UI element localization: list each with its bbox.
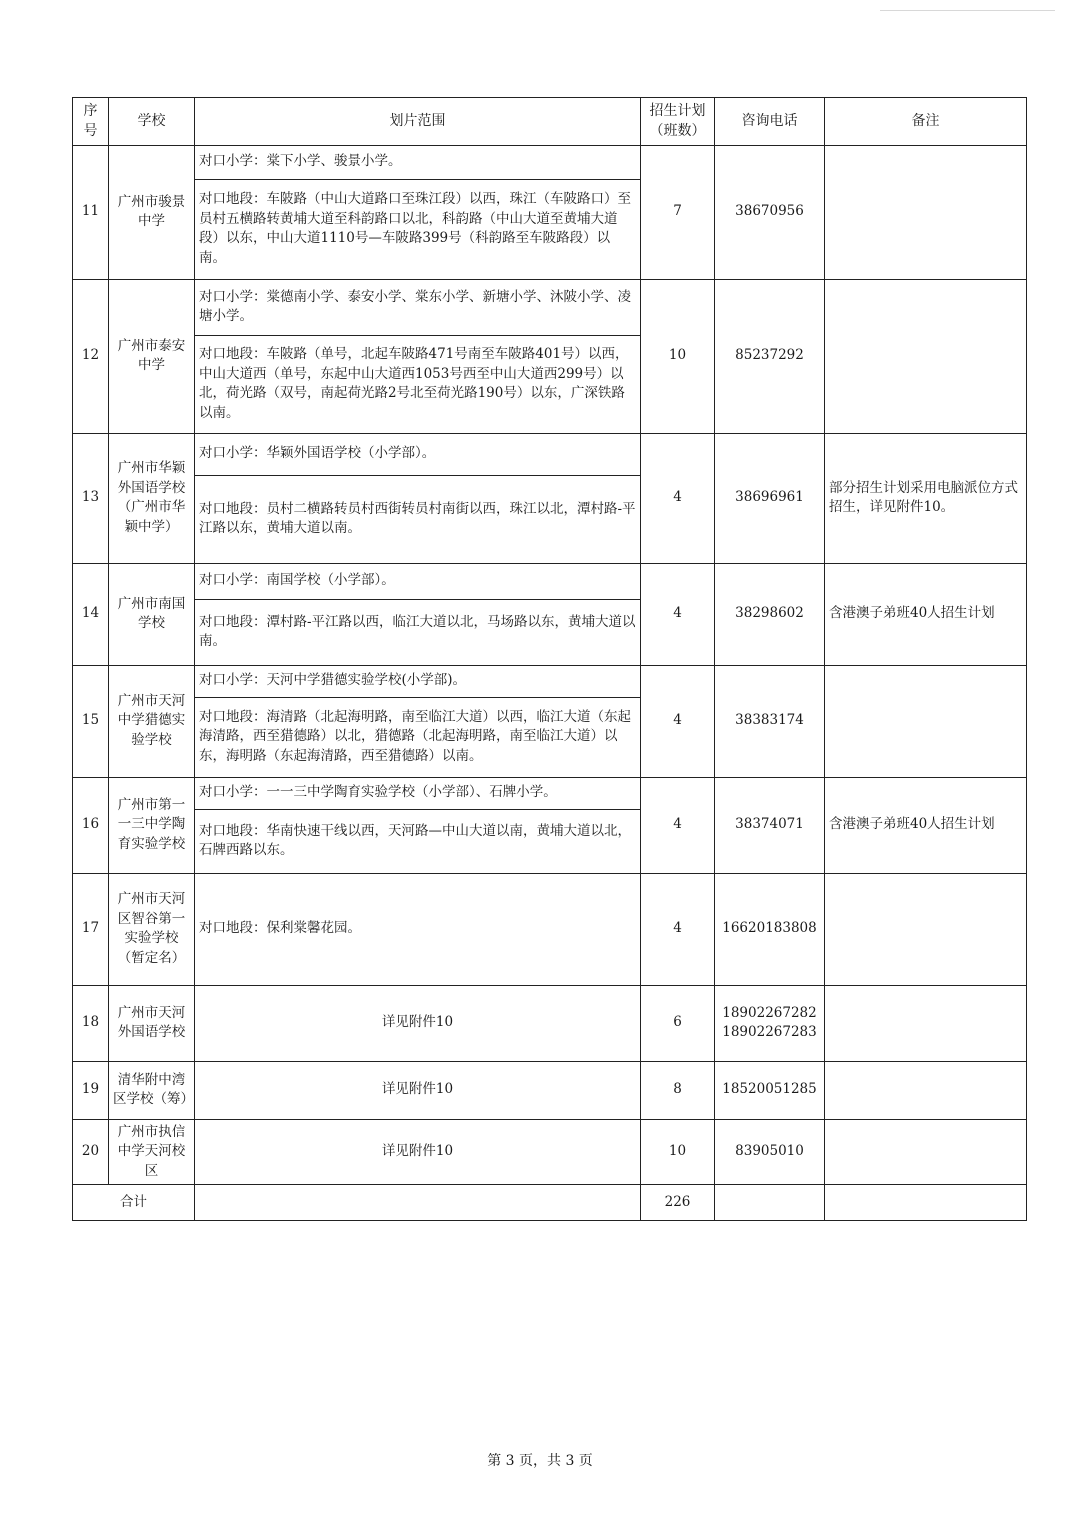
table-row [73,279,1027,335]
total-plan: 226 [641,1185,715,1221]
header-row [73,98,1027,146]
row-note: 含港澳子弟班40人招生计划 [825,563,1027,665]
row-school: 广州市天河区智谷第一实验学校（暂定名） [109,873,195,985]
row-phone: 16620183808 [715,873,825,985]
row-area: 对口地段：车陂路（单号，北起车陂路471号南至车陂路401号）以西，中山大道西（单号，东起中山大道西1053号西至中山大道西299号）以北，荷光路（双号，南起荷光路2号北至荷光路190号）以东，广深铁路以南。 [195,335,641,433]
row-phone-2: 18902267283 [722,1024,817,1041]
row-phone: 38383174 [715,665,825,777]
row-area: 对口地段：华南快速干线以西，天河路—中山大道以南，黄埔大道以北，石牌西路以东。 [195,809,641,873]
row-no: 12 [73,279,109,433]
row-plan: 6 [641,985,715,1061]
row-plan: 4 [641,873,715,985]
row-phone: 38298602 [715,563,825,665]
row-no: 13 [73,433,109,563]
scan-edge-line [880,10,1055,11]
row-school: 广州市执信中学天河校区 [109,1119,195,1185]
row-area: 对口地段：潭村路-平江路以西，临江大道以北，马场路以东，黄埔大道以南。 [195,599,641,665]
row-note [825,279,1027,433]
row-primary: 对口小学：南国学校（小学部）。 [195,563,641,599]
row-phone: 83905010 [715,1119,825,1185]
row-no: 19 [73,1061,109,1119]
table-row [73,1119,1027,1185]
row-note [825,873,1027,985]
row-no: 18 [73,985,109,1061]
row-school: 广州市天河中学猎德实验学校 [109,665,195,777]
row-plan: 7 [641,145,715,279]
table-row [73,433,1027,475]
row-note: 含港澳子弟班40人招生计划 [825,777,1027,873]
row-phone: 38696961 [715,433,825,563]
row-no: 20 [73,1119,109,1185]
row-phone: 38670956 [715,145,825,279]
header-plan: 招生计划（班数） [641,98,715,146]
row-plan: 10 [641,1119,715,1185]
row-plan: 4 [641,433,715,563]
row-area: 对口地段：海清路（北起海明路，南至临江大道）以西，临江大道（东起海清路，西至猎德路）以北，猎德路（北起海明路，南至临江大道）以东，海明路（东起海清路，西至猎德路）以南。 [195,697,641,777]
row-no: 15 [73,665,109,777]
row-plan: 4 [641,665,715,777]
table-row [73,985,1027,1061]
table-row [73,1061,1027,1119]
total-row [73,1185,1027,1221]
row-no: 17 [73,873,109,985]
row-area: 详见附件10 [195,1061,641,1119]
row-no: 14 [73,563,109,665]
row-school: 广州市骏景中学 [109,145,195,279]
total-note-empty [825,1185,1027,1221]
row-area: 详见附件10 [195,1119,641,1185]
header-phone: 咨询电话 [715,98,825,146]
row-area: 对口地段：保利棠馨花园。 [195,873,641,985]
row-plan: 10 [641,279,715,433]
row-phone-cell [715,985,825,1061]
table-row [73,873,1027,985]
row-note [825,985,1027,1061]
row-primary: 对口小学：棠德南小学、泰安小学、棠东小学、新塘小学、沐陂小学、凌塘小学。 [195,279,641,335]
row-phone: 18520051285 [715,1061,825,1119]
header-no: 序号 [73,98,109,146]
row-primary: 对口小学：一一三中学陶育实验学校（小学部）、石牌小学。 [195,777,641,809]
table-row [73,665,1027,697]
row-note [825,665,1027,777]
total-phone-empty [715,1185,825,1221]
row-note: 部分招生计划采用电脑派位方式招生，详见附件10。 [825,433,1027,563]
header-scope: 划片范围 [195,98,641,146]
row-plan: 4 [641,777,715,873]
row-school: 广州市南国学校 [109,563,195,665]
row-school: 广州市天河外国语学校 [109,985,195,1061]
row-area: 对口地段：员村二横路转员村西街转员村南街以西，珠江以北，潭村路-平江路以东，黄埔大道以南。 [195,475,641,563]
row-no: 11 [73,145,109,279]
table-row [73,145,1027,179]
enrollment-plan-table [72,97,1027,1221]
row-area: 详见附件10 [195,985,641,1061]
header-note: 备注 [825,98,1027,146]
table-row [73,563,1027,599]
row-plan: 4 [641,563,715,665]
row-plan: 8 [641,1061,715,1119]
row-primary: 对口小学：棠下小学、骏景小学。 [195,145,641,179]
row-area: 对口地段：车陂路（中山大道路口至珠江段）以西，珠江（车陂路口）至员村五横路转黄埔大道至科韵路口以北，科韵路（中山大道至黄埔大道段）以东，中山大道1110号—车陂路399号（科韵路至车陂路段）以南。 [195,179,641,279]
table-row [73,777,1027,809]
row-note [825,1119,1027,1185]
row-note [825,1061,1027,1119]
row-no: 16 [73,777,109,873]
page-number: 第 3 页，共 3 页 [487,1453,593,1469]
row-primary: 对口小学：天河中学猎德实验学校(小学部)。 [195,665,641,697]
row-note [825,145,1027,279]
row-school: 清华附中湾区学校（筹） [109,1061,195,1119]
row-phone: 18902267282 [722,1004,817,1021]
header-school: 学校 [109,98,195,146]
row-school: 广州市泰安中学 [109,279,195,433]
row-primary: 对口小学：华颖外国语学校（小学部）。 [195,433,641,475]
total-scope-empty [195,1185,641,1221]
row-school: 广州市华颖外国语学校（广州市华颖中学） [109,433,195,563]
row-phone: 38374071 [715,777,825,873]
total-label: 合计 [73,1185,195,1221]
row-school: 广州市第一一三中学陶育实验学校 [109,777,195,873]
row-phone: 85237292 [715,279,825,433]
